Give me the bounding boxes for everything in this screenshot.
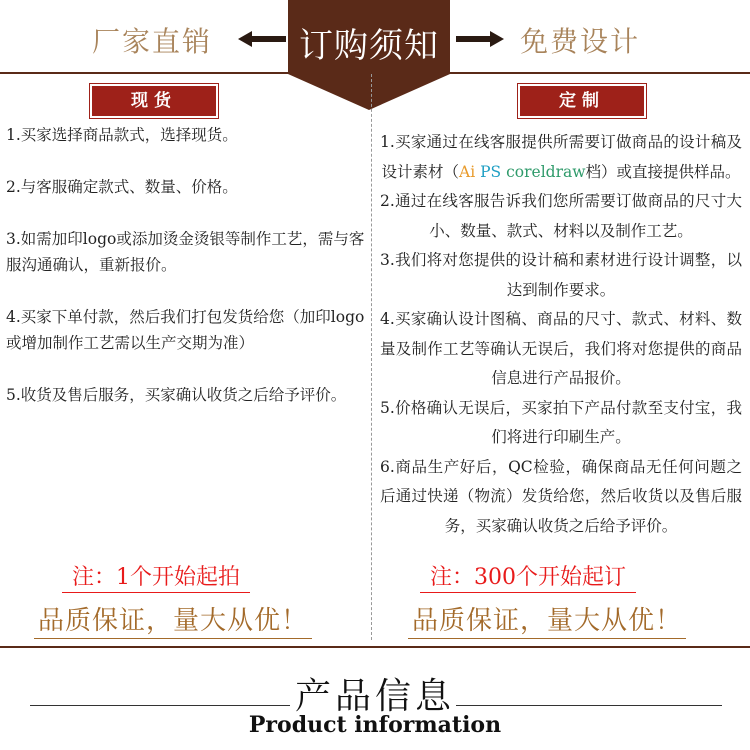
product-info-subtitle: Product information	[248, 712, 502, 738]
ps-format: PS	[480, 162, 502, 181]
stock-steps	[6, 122, 366, 434]
product-info-title: 产品信息	[294, 676, 455, 717]
custom-quality-slogan: 品质保证，量大从优！	[408, 604, 686, 639]
column-divider	[371, 74, 372, 640]
bottom-divider-line	[0, 646, 750, 648]
stock-min-order-note: 注：1个开始起拍	[62, 564, 250, 593]
stock-quality-slogan: 品质保证，量大从优！	[34, 604, 312, 639]
custom-badge: 定制	[520, 86, 644, 116]
header-left-text: 厂家直销	[92, 25, 213, 58]
stock-step-3: 3.如需加印logo或添加烫金烫银等制作工艺，需与客服沟通确认，重新报价。	[6, 230, 365, 274]
custom-step-3: 3.我们将对您提供的设计稿和素材进行设计调整，以达到制作要求。	[380, 251, 742, 299]
custom-step-6: 6.商品生产好后，QC检验，确保商品无任何问题之后通过快递（物流）发货给您，然后收货以及售后服务，买家确认收货之后给予评价。	[380, 457, 742, 535]
arrow-left-icon	[238, 31, 286, 47]
custom-step-2: 2.通过在线客服告诉我们您所需要订做商品的尺寸大小、数量、款式、材料以及制作工艺。	[380, 192, 742, 240]
stock-step-4: 4.买家下单付款，然后我们打包发货给您（加印logo或增加制作工艺需以生产交期为准）	[6, 308, 365, 352]
custom-step-1	[380, 128, 742, 187]
stock-step-1: 1.买家选择商品款式，选择现货。	[6, 126, 238, 144]
custom-steps	[380, 128, 742, 541]
top-divider-line	[0, 72, 750, 74]
custom-step-1-suffix: 档）或直接提供样品。	[585, 162, 741, 181]
stock-step-2: 2.与客服确定款式、数量、价格。	[6, 178, 238, 196]
custom-step-5: 5.价格确认无误后，买家拍下产品付款至支付宝，我们将进行印刷生产。	[380, 398, 742, 446]
custom-min-order-note: 注：300个开始起订	[420, 564, 636, 593]
header-right-text: 免费设计	[520, 25, 641, 58]
coreldraw-format: coreldraw	[506, 162, 586, 181]
custom-step-1-prefix: 1.买家通过在线客服提供所需要订做商品的设计稿及设计素材（	[380, 133, 742, 181]
ai-format: Ai	[459, 162, 476, 181]
order-notice-title: 订购须知	[299, 26, 439, 66]
stock-step-5: 5.收货及售后服务，买家确认收货之后给予评价。	[6, 386, 347, 404]
custom-step-4: 4.买家确认设计图稿、商品的尺寸、款式、材料、数量及制作工艺等确认无误后，我们将对您提供的商品信息进行产品报价。	[380, 310, 742, 387]
stock-badge: 现货	[92, 86, 216, 116]
arrow-right-icon	[456, 31, 504, 47]
